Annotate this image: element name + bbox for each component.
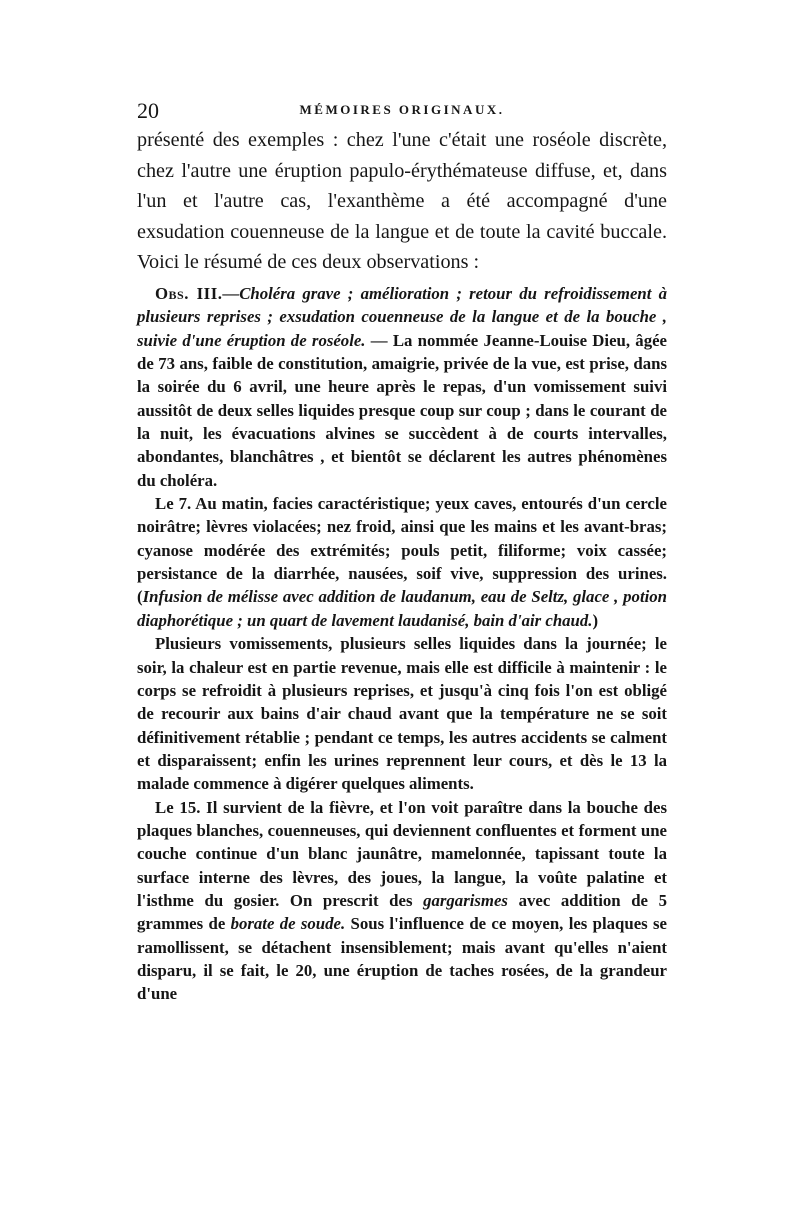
observation-paragraph-1 <box>137 282 667 492</box>
intro-text: présenté des exemples : chez l'une c'était une roséole discrète, chez l'autre une éruption papulo-érythémateuse diffuse, et, dans l'un et l'autre cas, l'exanthème a été accompagné d'une exsudation couenneuse de la langue et de toute la cavité buccale. Voici le résumé de ces deux observations : <box>137 129 667 274</box>
intro-paragraph <box>137 125 667 278</box>
observation-title: Choléra grave ; amélioration ; retour du refroidissement à plusieurs reprises ; exsudation couenneuse de la langue et de la bouche , suivie d'une éruption de roséole. <box>137 284 667 350</box>
paragraph-4-italic-a: gargarismes <box>423 890 508 910</box>
page-number: 20 <box>137 98 159 123</box>
observation-paragraph-2 <box>137 492 667 632</box>
paragraph-2-close: ) <box>592 610 599 630</box>
observation-label: Obs. III. <box>155 284 223 303</box>
page-header <box>137 98 667 128</box>
observation-dash: — <box>222 284 240 303</box>
observation-paragraph-4 <box>137 796 667 1006</box>
paragraph-4-text-b: avec addition de 5 grammes de <box>137 890 668 934</box>
observation-intro-text: — La nommée Jeanne-Louise Dieu, âgée de 73 ans, faible de constitution, amaigrie, privée de la vue, est prise, dans la soirée du 6 avril, une heure après le repas, d'un vomissement suivi aussitôt de deux selles liquides presque coup sur coup ; dans le courant de la nuit, les évacuations alvines se succèdent à de courts intervalles, abondantes, blanchâtres , et bientôt se déclarent les autres phénomènes du choléra. <box>137 330 667 490</box>
observation-block <box>137 282 667 1006</box>
paragraph-4-italic-b: borate de soude. <box>230 914 346 934</box>
observation-paragraph-3 <box>137 632 667 795</box>
running-title: MÉMOIRES ORIGINAUX. <box>299 102 505 117</box>
paragraph-3-text: Plusieurs vomissements, plusieurs selles liquides dans la journée; le soir, la chaleur est en partie revenue, mais elle est difficile à maintenir : le corps se refroidit à plusieurs reprises, et jusqu'à cinq fois l'on est obligé de recourir aux bains d'air chaud avant que la température ne se soit définitivement rétablie ; pendant ce temps, les autres accidents se calment et disparaissent; enfin les urines reprennent leur cours, et dès le 13 la malade commence à digérer quelques aliments. <box>137 634 667 794</box>
paragraph-2-text: Le 7. Au matin, facies caractéristique; yeux caves, entourés d'un cercle noirâtre; lèvres violacées; nez froid, ainsi que les mains et les avant-bras; cyanose modérée des extrémités; pouls petit, filiforme; voix cassée; persistance de la diarrhée, nausées, soif vive, suppression des urines. ( <box>137 494 667 607</box>
paragraph-4-text-c: Sous l'influence de ce moyen, les plaques se ramollissent, se détachent insensiblement; mais avant qu'elles n'aient disparu, il se fait, le 20, une éruption de taches rosées, de la grandeur d'une <box>137 914 667 1004</box>
paragraph-4-text-a: Le 15. Il survient de la fièvre, et l'on voit paraître dans la bouche des plaques blanches, couenneuses, qui deviennent confluentes et forment une couche continue d'un blanc jaunâtre, mamelonnée, tapissant toute la surface interne des lèvres, des joues, la langue, la voûte palatine et l'isthme du gosier. On prescrit des <box>137 797 667 910</box>
paragraph-2-prescription: Infusion de mélisse avec addition de laudanum, eau de Seltz, glace , potion diaphorétique ; un quart de lavement laudanisé, bain d'air chaud. <box>137 587 667 630</box>
